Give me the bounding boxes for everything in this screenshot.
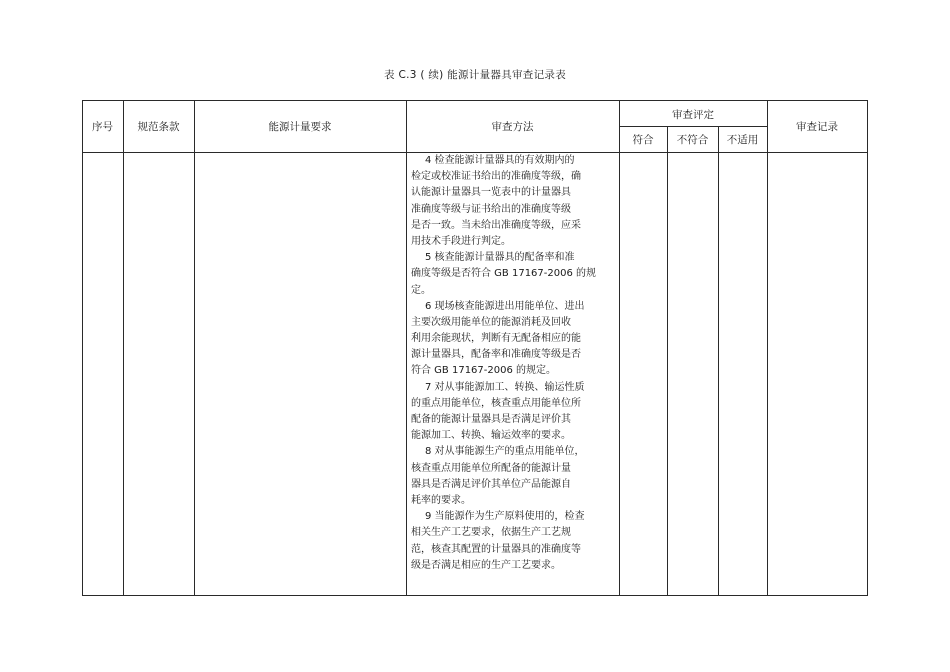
col-divider-seq	[123, 100, 124, 596]
table-left-border	[82, 100, 83, 596]
header-clause: 规范条款	[137, 121, 180, 133]
col-divider-nonconform	[718, 126, 719, 596]
method-text-line: 能源加工、转换、输运效率的要求。	[411, 430, 571, 442]
method-text-line: 主要次级用能单位的能源消耗及回收	[411, 316, 571, 328]
method-text-line: 7 对从事能源加工、转换、输运性质	[425, 381, 585, 393]
header-record: 审查记录	[796, 121, 838, 133]
method-text-line: 配备的能源计量器具是否满足评价其	[411, 414, 571, 425]
method-text-line: 定。	[411, 284, 431, 296]
method-text-line: 9 当能源作为生产原料使用的，检查	[425, 511, 585, 523]
header-na: 不适用	[726, 134, 759, 146]
col-divider-conform	[667, 126, 668, 596]
header-method: 审查方法	[491, 121, 534, 133]
method-text-line: 5 核查能源计量器具的配备率和准	[425, 252, 575, 264]
table-right-border	[867, 100, 868, 596]
method-text-line: 范，核查其配置的计量器具的准确度等	[411, 543, 581, 555]
review-method-text	[411, 153, 621, 574]
method-text-line: 耗率的要求。	[411, 494, 471, 506]
method-text-line: 4 检查能源计量器具的有效期内的	[425, 155, 575, 166]
evaluation-subheader-rule	[619, 126, 767, 127]
method-text-line: 8 对从事能源生产的重点用能单位，	[425, 446, 585, 458]
col-divider-clause	[194, 100, 195, 596]
method-text-line: 检定或校准证书给出的准确度等级，确	[411, 171, 581, 183]
method-text-line: 用技术手段进行判定。	[411, 235, 511, 247]
method-text-line: 认能源计量器具一览表中的计量器具	[411, 187, 571, 199]
method-text-line: 核查重点用能单位所配备的能源计量	[411, 462, 571, 474]
review-record-table	[82, 100, 868, 596]
header-seq: 序号	[92, 121, 113, 133]
col-divider-na	[767, 100, 768, 596]
table-top-border	[82, 100, 868, 101]
header-nonconform: 不符合	[676, 134, 709, 146]
header-requirement: 能源计量要求	[268, 121, 332, 133]
method-text-line: 6 现场核查能源进出用能单位、进出	[425, 300, 585, 312]
col-divider-requirement	[406, 100, 407, 596]
header-evaluation: 审查评定	[672, 109, 714, 121]
method-text-line: 利用余能现状，判断有无配备相应的能	[411, 333, 581, 345]
method-text-line: 相关生产工艺要求，依据生产工艺规	[411, 527, 571, 539]
page-title: 表 C.3 ( 续) 能源计量器具审查记录表	[384, 69, 566, 81]
method-text-line: 符合 GB 17167-2006 的规定。	[411, 365, 557, 377]
method-text-line: 准确度等级与证书给出的准确度等级	[411, 203, 571, 215]
method-text-line: 的重点用能单位，核查重点用能单位所	[411, 397, 581, 409]
method-text-line: 确度等级是否符合 GB 17167-2006 的规	[411, 268, 597, 280]
method-text-line: 源计量器具，配备率和准确度等级是否	[411, 349, 581, 361]
method-text-line: 是否一致。当未给出准确度等级，应采	[411, 219, 581, 231]
method-text-line: 级是否满足相应的生产工艺要求。	[411, 559, 561, 571]
table-bottom-border	[82, 595, 868, 596]
header-conform: 符合	[632, 134, 654, 146]
method-text-line: 器具是否满足评价其单位产品能源自	[411, 478, 571, 490]
